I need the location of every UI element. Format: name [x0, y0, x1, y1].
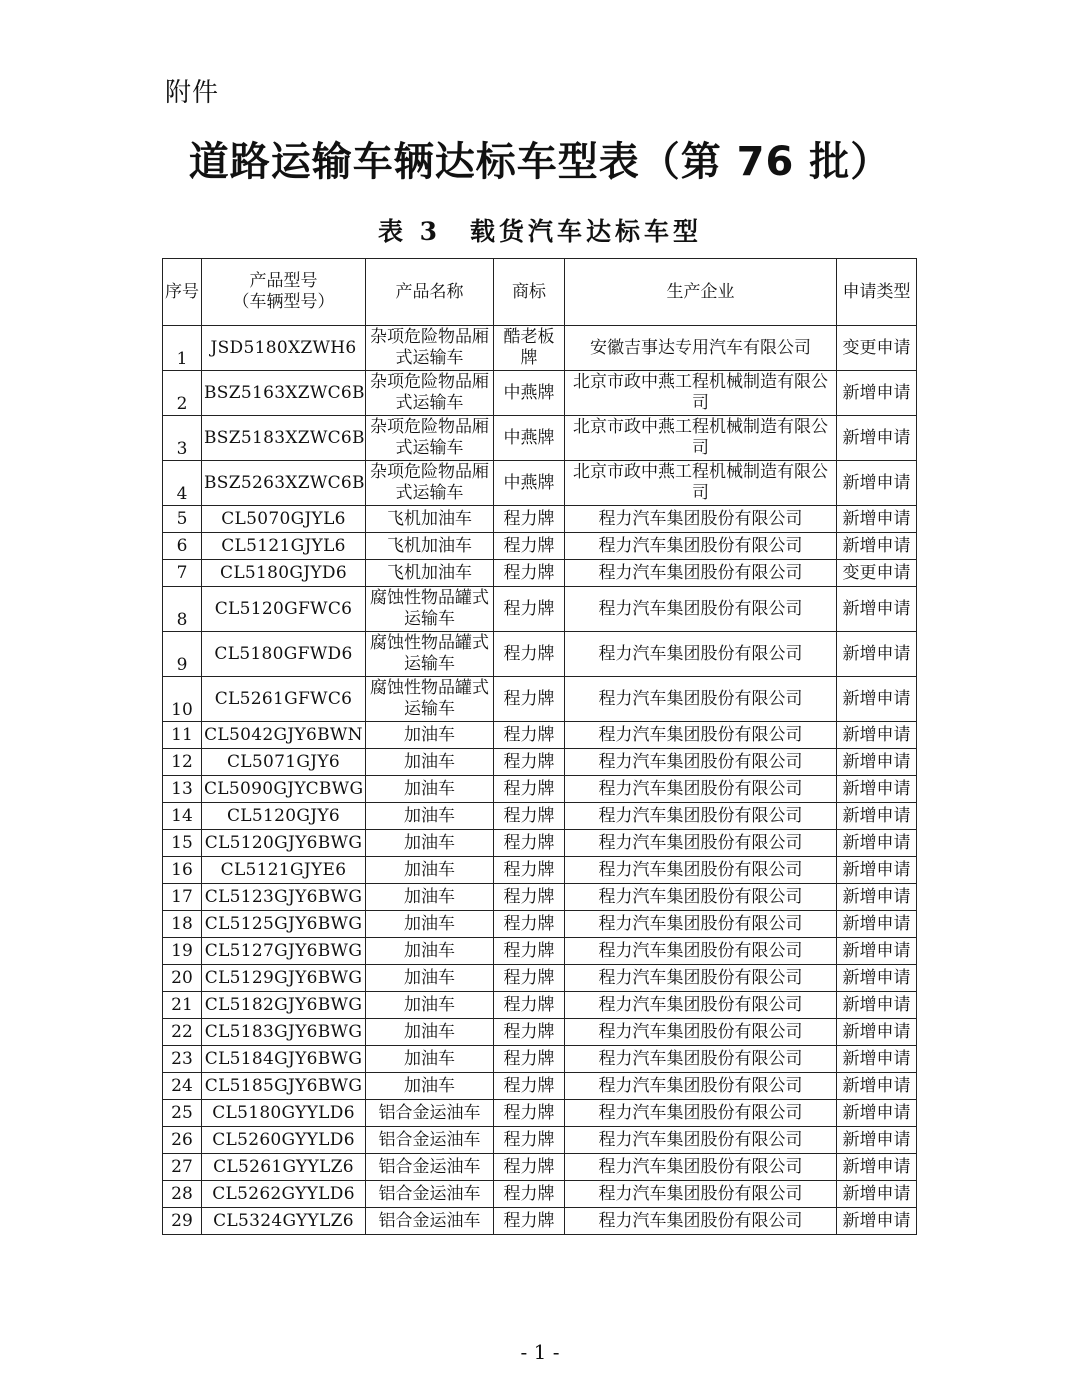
- cell-model: CL5184GJY6BWG: [202, 1046, 366, 1073]
- cell-no: 12: [163, 749, 202, 776]
- cell-no: 22: [163, 1019, 202, 1046]
- cell-maker: 程力汽车集团股份有限公司: [565, 803, 837, 830]
- cell-type: 新增申请: [837, 1100, 917, 1127]
- cell-type: 新增申请: [837, 677, 917, 722]
- cell-maker: 程力汽车集团股份有限公司: [565, 1100, 837, 1127]
- cell-maker: 北京市政中燕工程机械制造有限公司: [565, 461, 837, 506]
- cell-no: 18: [163, 911, 202, 938]
- cell-name: 加油车: [366, 938, 494, 965]
- cell-no: 3: [163, 416, 202, 461]
- cell-no: 7: [163, 560, 202, 587]
- cell-brand: 程力牌: [494, 677, 565, 722]
- table-row: [163, 560, 917, 587]
- cell-no: 19: [163, 938, 202, 965]
- cell-maker: 程力汽车集团股份有限公司: [565, 506, 837, 533]
- header-maker: 生产企业: [565, 259, 837, 326]
- cell-model: CL5324GYYLZ6: [202, 1208, 366, 1235]
- cell-brand: 中燕牌: [494, 461, 565, 506]
- header-model-line1: 产品型号: [249, 271, 318, 291]
- cell-type: 新增申请: [837, 371, 917, 416]
- cell-model: BSZ5163XZWC6B: [202, 371, 366, 416]
- cell-maker: 程力汽车集团股份有限公司: [565, 533, 837, 560]
- cell-no: 20: [163, 965, 202, 992]
- cell-maker: 程力汽车集团股份有限公司: [565, 1154, 837, 1181]
- cell-name: 加油车: [366, 1046, 494, 1073]
- cell-model: CL5123GJY6BWG: [202, 884, 366, 911]
- cell-model: CL5129GJY6BWG: [202, 965, 366, 992]
- cell-model: CL5180GFWD6: [202, 632, 366, 677]
- cell-model: CL5070GJYL6: [202, 506, 366, 533]
- cell-type: 新增申请: [837, 533, 917, 560]
- cell-name: 腐蚀性物品罐式运输车: [366, 632, 494, 677]
- cell-type: 新增申请: [837, 938, 917, 965]
- cell-type: 新增申请: [837, 911, 917, 938]
- table-row: [163, 461, 917, 506]
- cell-model: CL5260GYYLD6: [202, 1127, 366, 1154]
- cell-brand: 程力牌: [494, 506, 565, 533]
- cell-maker: 北京市政中燕工程机械制造有限公司: [565, 371, 837, 416]
- cell-model: CL5261GFWC6: [202, 677, 366, 722]
- cell-no: 28: [163, 1181, 202, 1208]
- cell-maker: 程力汽车集团股份有限公司: [565, 560, 837, 587]
- cell-name: 铝合金运油车: [366, 1127, 494, 1154]
- cell-model: CL5120GJY6BWG: [202, 830, 366, 857]
- cell-type: 新增申请: [837, 830, 917, 857]
- cell-brand: 程力牌: [494, 722, 565, 749]
- header-model-line2: （车辆型号）: [232, 292, 335, 312]
- cell-brand: 程力牌: [494, 749, 565, 776]
- table-row: [163, 1046, 917, 1073]
- cell-name: 飞机加油车: [366, 560, 494, 587]
- cell-no: 13: [163, 776, 202, 803]
- cell-name: 加油车: [366, 830, 494, 857]
- document-title: 道路运输车辆达标车型表（第 76 批）: [188, 139, 892, 185]
- table-row: [163, 884, 917, 911]
- cell-type: 新增申请: [837, 1181, 917, 1208]
- cell-maker: 安徽吉事达专用汽车有限公司: [565, 326, 837, 371]
- cell-brand: 程力牌: [494, 992, 565, 1019]
- cell-model: CL5042GJY6BWN: [202, 722, 366, 749]
- table-row: [163, 803, 917, 830]
- cell-maker: 程力汽车集团股份有限公司: [565, 776, 837, 803]
- header-type: 申请类型: [837, 259, 917, 326]
- cell-no: 29: [163, 1208, 202, 1235]
- cell-name: 加油车: [366, 803, 494, 830]
- cell-brand: 程力牌: [494, 1181, 565, 1208]
- cell-model: JSD5180XZWH6: [202, 326, 366, 371]
- cell-maker: 程力汽车集团股份有限公司: [565, 749, 837, 776]
- table-row: [163, 326, 917, 371]
- cell-type: 新增申请: [837, 1046, 917, 1073]
- cell-brand: 程力牌: [494, 1046, 565, 1073]
- table-row: [163, 722, 917, 749]
- cell-no: 17: [163, 884, 202, 911]
- cell-brand: 程力牌: [494, 587, 565, 632]
- cell-no: 5: [163, 506, 202, 533]
- cell-type: 新增申请: [837, 1127, 917, 1154]
- table-row: [163, 1073, 917, 1100]
- cell-name: 飞机加油车: [366, 533, 494, 560]
- cell-type: 新增申请: [837, 857, 917, 884]
- table-row: [163, 938, 917, 965]
- cell-name: 杂项危险物品厢式运输车: [366, 326, 494, 371]
- cell-brand: 程力牌: [494, 803, 565, 830]
- cell-maker: 程力汽车集团股份有限公司: [565, 677, 837, 722]
- cell-no: 15: [163, 830, 202, 857]
- cell-brand: 程力牌: [494, 938, 565, 965]
- cell-no: 23: [163, 1046, 202, 1073]
- cell-no: 26: [163, 1127, 202, 1154]
- cell-model: CL5183GJY6BWG: [202, 1019, 366, 1046]
- cell-type: 新增申请: [837, 884, 917, 911]
- header-brand: 商标: [494, 259, 565, 326]
- cell-name: 杂项危险物品厢式运输车: [366, 461, 494, 506]
- table-row: [163, 1100, 917, 1127]
- cell-name: 杂项危险物品厢式运输车: [366, 416, 494, 461]
- cell-no: 10: [163, 677, 202, 722]
- cell-model: CL5185GJY6BWG: [202, 1073, 366, 1100]
- cell-type: 新增申请: [837, 416, 917, 461]
- cell-maker: 程力汽车集团股份有限公司: [565, 1208, 837, 1235]
- cell-maker: 程力汽车集团股份有限公司: [565, 965, 837, 992]
- cell-brand: 程力牌: [494, 1154, 565, 1181]
- cell-no: 25: [163, 1100, 202, 1127]
- cell-maker: 程力汽车集团股份有限公司: [565, 1181, 837, 1208]
- cell-no: 27: [163, 1154, 202, 1181]
- cell-model: CL5182GJY6BWG: [202, 992, 366, 1019]
- cell-maker: 程力汽车集团股份有限公司: [565, 1127, 837, 1154]
- cell-maker: 程力汽车集团股份有限公司: [565, 992, 837, 1019]
- cell-brand: 程力牌: [494, 911, 565, 938]
- cell-model: CL5121GJYE6: [202, 857, 366, 884]
- cell-name: 铝合金运油车: [366, 1181, 494, 1208]
- table-row: [163, 965, 917, 992]
- cell-type: 变更申请: [837, 326, 917, 371]
- cell-maker: 程力汽车集团股份有限公司: [565, 1073, 837, 1100]
- attachment-label: 附件: [165, 78, 220, 108]
- cell-model: CL5071GJY6: [202, 749, 366, 776]
- cell-maker: 程力汽车集团股份有限公司: [565, 911, 837, 938]
- table-row: [163, 1127, 917, 1154]
- cell-brand: 程力牌: [494, 1208, 565, 1235]
- cell-model: BSZ5263XZWC6B: [202, 461, 366, 506]
- cell-type: 新增申请: [837, 1154, 917, 1181]
- cell-brand: 程力牌: [494, 533, 565, 560]
- cell-maker: 程力汽车集团股份有限公司: [565, 857, 837, 884]
- cell-model: CL5120GFWC6: [202, 587, 366, 632]
- cell-maker: 程力汽车集团股份有限公司: [565, 632, 837, 677]
- table-row: [163, 506, 917, 533]
- table-row: [163, 857, 917, 884]
- table-row: [163, 533, 917, 560]
- cell-model: BSZ5183XZWC6B: [202, 416, 366, 461]
- cell-no: 21: [163, 992, 202, 1019]
- cell-name: 腐蚀性物品罐式运输车: [366, 587, 494, 632]
- cell-name: 加油车: [366, 965, 494, 992]
- cell-type: 新增申请: [837, 776, 917, 803]
- cell-model: CL5262GYYLD6: [202, 1181, 366, 1208]
- cell-no: 11: [163, 722, 202, 749]
- page-number: - 1 -: [520, 1340, 560, 1364]
- table-row: [163, 371, 917, 416]
- cell-no: 14: [163, 803, 202, 830]
- header-model: [202, 259, 366, 326]
- cell-name: 铝合金运油车: [366, 1154, 494, 1181]
- cell-brand: 程力牌: [494, 632, 565, 677]
- table-row: [163, 992, 917, 1019]
- cell-model: CL5090GJYCBWG: [202, 776, 366, 803]
- cell-brand: 中燕牌: [494, 371, 565, 416]
- cell-brand: 程力牌: [494, 1073, 565, 1100]
- cell-name: 加油车: [366, 1073, 494, 1100]
- cell-name: 加油车: [366, 749, 494, 776]
- cell-brand: 程力牌: [494, 776, 565, 803]
- cell-model: CL5121GJYL6: [202, 533, 366, 560]
- cell-type: 新增申请: [837, 587, 917, 632]
- cell-model: CL5261GYYLZ6: [202, 1154, 366, 1181]
- cell-brand: 程力牌: [494, 1100, 565, 1127]
- cell-type: 变更申请: [837, 560, 917, 587]
- cell-name: 杂项危险物品厢式运输车: [366, 371, 494, 416]
- cell-model: CL5125GJY6BWG: [202, 911, 366, 938]
- table-row: [163, 1154, 917, 1181]
- cell-name: 铝合金运油车: [366, 1100, 494, 1127]
- cell-maker: 程力汽车集团股份有限公司: [565, 1046, 837, 1073]
- cell-no: 4: [163, 461, 202, 506]
- cell-model: CL5180GYYLD6: [202, 1100, 366, 1127]
- table-row: [163, 416, 917, 461]
- cell-type: 新增申请: [837, 1208, 917, 1235]
- cell-no: 2: [163, 371, 202, 416]
- cell-name: 铝合金运油车: [366, 1208, 494, 1235]
- table-row: [163, 911, 917, 938]
- table-subtitle: 表 3 载货汽车达标车型: [377, 217, 703, 246]
- table-header-row: [163, 259, 917, 326]
- cell-no: 1: [163, 326, 202, 371]
- cell-maker: 程力汽车集团股份有限公司: [565, 722, 837, 749]
- cell-maker: 程力汽车集团股份有限公司: [565, 884, 837, 911]
- table-row: [163, 587, 917, 632]
- cell-model: CL5120GJY6: [202, 803, 366, 830]
- header-name: 产品名称: [366, 259, 494, 326]
- cell-name: 加油车: [366, 884, 494, 911]
- cell-type: 新增申请: [837, 803, 917, 830]
- cell-brand: 酷老板牌: [494, 326, 565, 371]
- table-row: [163, 830, 917, 857]
- cell-type: 新增申请: [837, 965, 917, 992]
- cell-name: 加油车: [366, 911, 494, 938]
- cell-maker: 程力汽车集团股份有限公司: [565, 938, 837, 965]
- cell-brand: 程力牌: [494, 884, 565, 911]
- cell-brand: 程力牌: [494, 1019, 565, 1046]
- cell-brand: 中燕牌: [494, 416, 565, 461]
- cell-name: 腐蚀性物品罐式运输车: [366, 677, 494, 722]
- cell-type: 新增申请: [837, 1019, 917, 1046]
- cell-type: 新增申请: [837, 749, 917, 776]
- header-no: 序号: [163, 259, 202, 326]
- table-row: [163, 1208, 917, 1235]
- cell-type: 新增申请: [837, 506, 917, 533]
- cell-model: CL5180GJYD6: [202, 560, 366, 587]
- cell-name: 加油车: [366, 1019, 494, 1046]
- table-row: [163, 677, 917, 722]
- cell-maker: 程力汽车集团股份有限公司: [565, 1019, 837, 1046]
- cell-name: 加油车: [366, 992, 494, 1019]
- cell-type: 新增申请: [837, 992, 917, 1019]
- cell-type: 新增申请: [837, 632, 917, 677]
- vehicle-model-table: [162, 258, 917, 1235]
- cell-name: 飞机加油车: [366, 506, 494, 533]
- cell-no: 8: [163, 587, 202, 632]
- cell-no: 16: [163, 857, 202, 884]
- cell-no: 6: [163, 533, 202, 560]
- cell-brand: 程力牌: [494, 560, 565, 587]
- cell-no: 24: [163, 1073, 202, 1100]
- table-row: [163, 1181, 917, 1208]
- cell-brand: 程力牌: [494, 1127, 565, 1154]
- table-row: [163, 776, 917, 803]
- cell-maker: 程力汽车集团股份有限公司: [565, 830, 837, 857]
- cell-maker: 北京市政中燕工程机械制造有限公司: [565, 416, 837, 461]
- cell-model: CL5127GJY6BWG: [202, 938, 366, 965]
- table-body: [163, 326, 917, 1235]
- cell-name: 加油车: [366, 776, 494, 803]
- cell-brand: 程力牌: [494, 830, 565, 857]
- cell-brand: 程力牌: [494, 965, 565, 992]
- cell-type: 新增申请: [837, 722, 917, 749]
- table-row: [163, 749, 917, 776]
- cell-maker: 程力汽车集团股份有限公司: [565, 587, 837, 632]
- table-row: [163, 1019, 917, 1046]
- cell-brand: 程力牌: [494, 857, 565, 884]
- cell-no: 9: [163, 632, 202, 677]
- cell-name: 加油车: [366, 857, 494, 884]
- cell-type: 新增申请: [837, 461, 917, 506]
- cell-name: 加油车: [366, 722, 494, 749]
- table-row: [163, 632, 917, 677]
- cell-type: 新增申请: [837, 1073, 917, 1100]
